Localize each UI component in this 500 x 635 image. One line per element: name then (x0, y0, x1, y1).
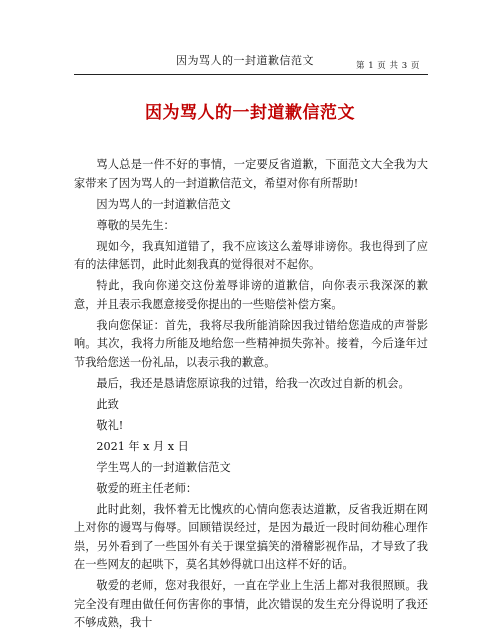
salutation: 敬爱的班主任老师： (96, 481, 198, 495)
body-paragraph: 特此，我向你递交这份羞辱诽谤的道歉信，向你表示我深深的歉意，并且表示我愿意接受你提出的一些赔偿补偿方案。 (74, 279, 428, 311)
closing-line: 敬礼! (96, 418, 124, 432)
body-paragraph: 现如今，我真知道错了，我不应该这么羞辱诽谤你。我也得到了应有的法律惩罚，此时此刻我真的觉得很对不起你。 (74, 239, 428, 271)
header-divider (74, 74, 428, 75)
intro-paragraph: 骂人总是一件不好的事情，一定要反省道歉，下面范文大全我为大家带来了因为骂人的一封道歉信范文，希望对你有所帮助! (74, 158, 428, 190)
letter-date: 2021 年 x 月 x 日 (96, 439, 189, 453)
body-paragraph: 最后，我还是恳请您原谅我的过错，给我一次改过自新的机会。 (96, 376, 410, 390)
section-heading: 学生骂人的一封道歉信范文 (96, 460, 231, 474)
body-paragraph: 此时此刻，我怀着无比愧疚的心情向您表达道歉，反省我近期在网上对你的谩骂与侮辱。回顾错误经过，是因为最近一段时间幼稚心理作祟，另外看到了一些国外有关于课堂搞笑的滑稽影视作品，才导致了我在一些网友的起哄下，莫名其妙得就口出这样不好的话。 (74, 502, 428, 571)
body-paragraph: 我向您保证：首先，我将尽我所能消除因我过错给您造成的声誉影响。其次，我将力所能及地给您一些精神损失弥补。接着，今后逢年过节我给您送一份礼品，以表示我的歉意。 (74, 318, 428, 369)
running-header-title: 因为骂人的一封道歉信范文 (176, 54, 314, 67)
page-indicator: 第 1 页 共 3 页 (356, 61, 420, 71)
body-paragraph: 敬爱的老师，您对我很好，一直在学业上生活上都对我很照顾。我完全没有理由做任何伤害你的事情，此次错误的发生充分得说明了我还不够成熟，我十 (74, 579, 428, 629)
salutation: 尊敬的吴先生： (96, 218, 175, 232)
running-header (0, 50, 500, 74)
document-title: 因为骂人的一封道歉信范文 (145, 103, 355, 123)
section-heading: 因为骂人的一封道歉信范文 (96, 197, 231, 211)
closing-line: 此致 (96, 397, 119, 411)
document-body (74, 156, 428, 635)
